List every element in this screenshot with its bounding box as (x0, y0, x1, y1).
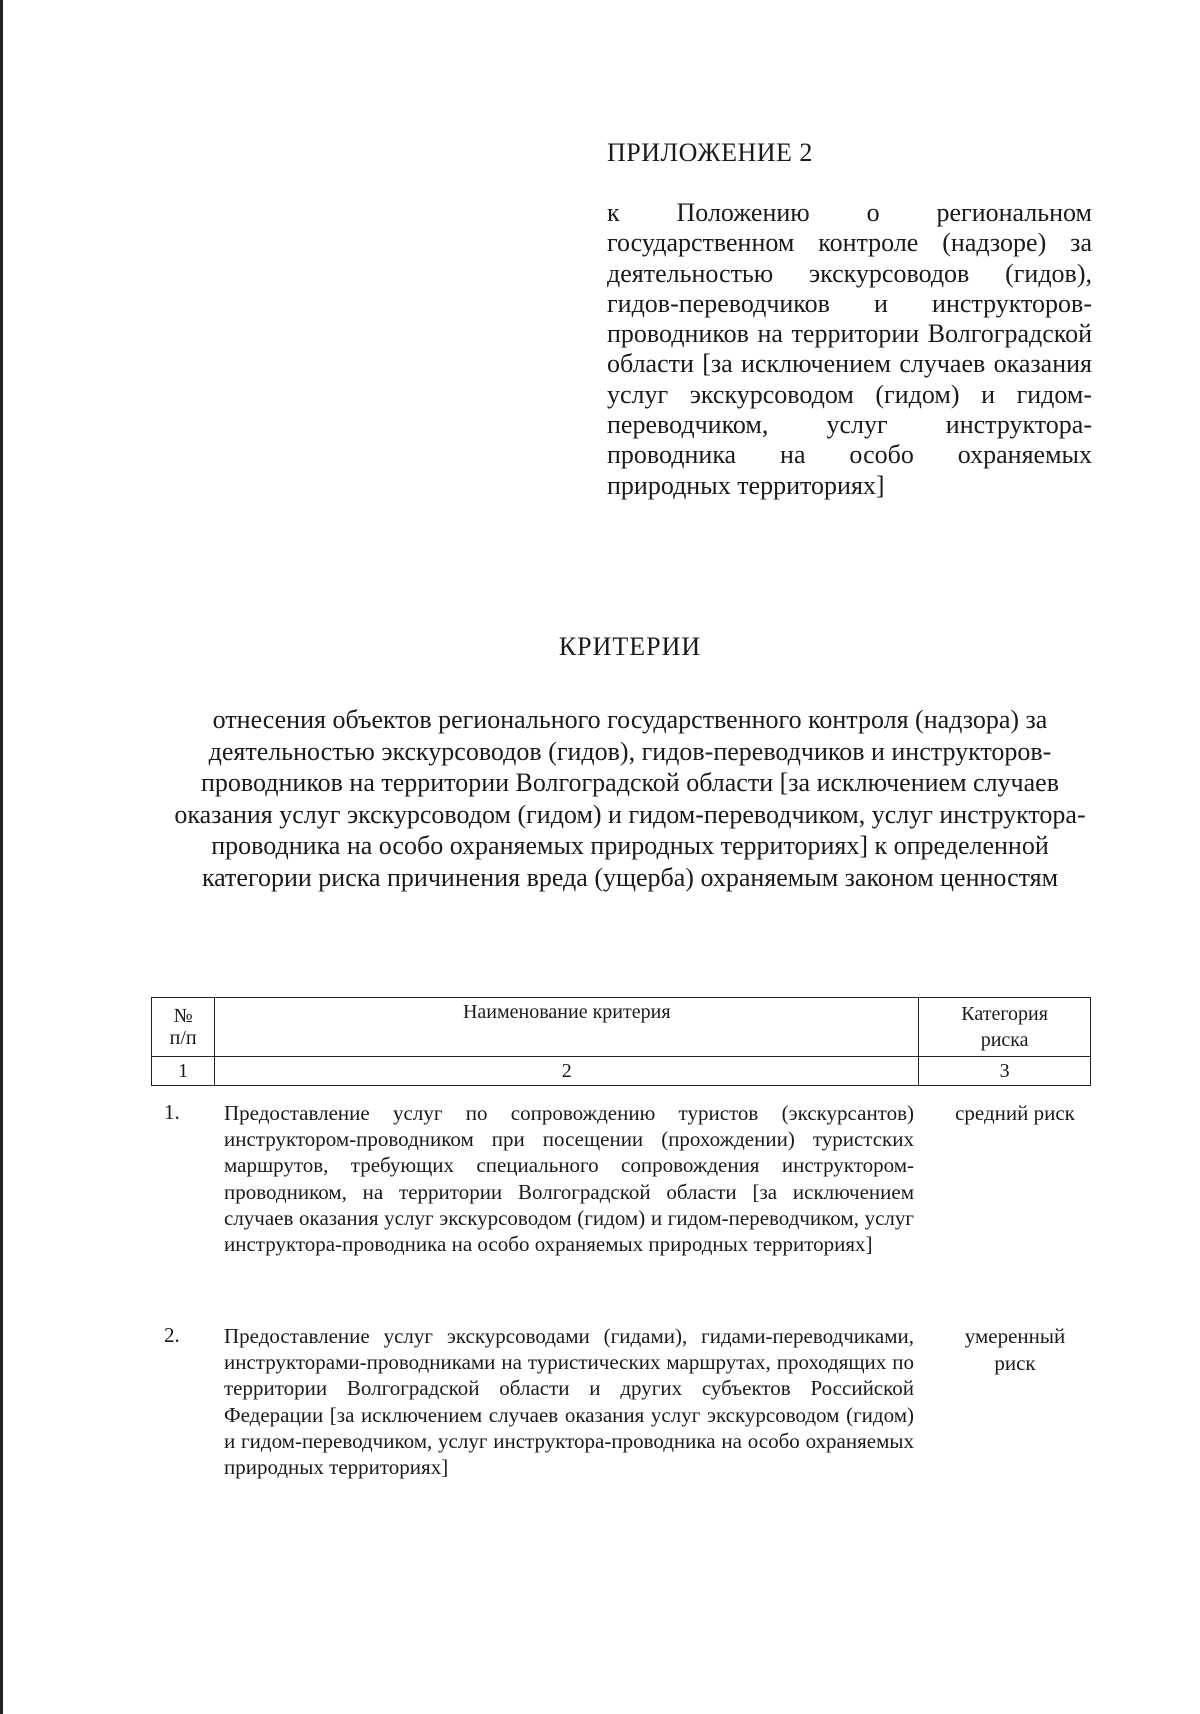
criteria-table (151, 997, 1091, 1086)
risk-category (930, 1323, 1100, 1376)
page-edge (0, 0, 3, 1714)
risk-category-line2: риск (994, 1350, 1036, 1375)
appendix-block (607, 138, 1092, 501)
column-number: 1 (152, 1057, 215, 1086)
criterion-number: 2. (164, 1323, 180, 1347)
table-header-row (152, 998, 1091, 1057)
header-category-line2: риска (980, 1029, 1029, 1051)
criterion-number: 1. (164, 1100, 180, 1124)
risk-category: средний риск (955, 1101, 1075, 1125)
header-num-line2: п/п (169, 1027, 197, 1049)
criterion-text: Предоставление услуг по сопровождению туристов (экскурсантов) инструктором-проводником при посещении (прохождении) туристских маршрутов, требующих специального сопровождения инструктором-проводником, на территории Волгоградской области [за исключением случаев оказания услуг экскурсоводом (гидом) и гидом-переводчиком, услуг инструктора-проводника на особо охраняемых природных территориях] (224, 1101, 914, 1257)
column-number-row (152, 1057, 1091, 1086)
criteria-title: КРИТЕРИИ (558, 632, 702, 661)
appendix-text: к Положению о региональном государственном контроле (надзоре) за деятельностью экскурсоводов (гидов), гидов-переводчиков и инструкторов-проводников на территории Волгоградской области [за исключением случаев оказания услуг экскурсоводом (гидом) и гидом-переводчиком, услуг инструктора-проводника на особо охраняемых природных территориях] (607, 198, 1092, 500)
criteria-subtitle: отнесения объектов регионального государственного контроля (надзора) за деятельностью экскурсоводов (гидов), гидов-переводчиков и инструкторов-проводников на территории Волгоградской области [за исключением случаев оказания услуг экскурсоводом (гидом) и гидом-переводчиком, услуг инструктора-проводника на особо охраняемых природных территориях] к определенной категории риска причинения вреда (ущерба) охраняемым законом ценностям (174, 705, 1086, 892)
header-category (919, 998, 1091, 1057)
header-category-line1: Категория (961, 1003, 1048, 1025)
header-num-line1: № (173, 1005, 193, 1027)
appendix-title: ПРИЛОЖЕНИЕ 2 (607, 138, 813, 167)
column-number: 3 (919, 1057, 1091, 1086)
criterion-text: Предоставление услуг экскурсоводами (гидами), гидами-переводчиками, инструкторами-проводниками на туристических маршрутах, проходящих по территории Волгоградской области и других субъектов Российской Федерации [за исключением случаев оказания услуг экскурсоводом (гидом) и гидом-переводчиком, услуг инструктора-проводника на особо охраняемых природных территориях] (224, 1324, 914, 1480)
risk-category-line1: умеренный (964, 1324, 1066, 1348)
header-num (152, 998, 215, 1057)
header-name: Наименование критерия (215, 998, 919, 1057)
column-number: 2 (215, 1057, 919, 1086)
